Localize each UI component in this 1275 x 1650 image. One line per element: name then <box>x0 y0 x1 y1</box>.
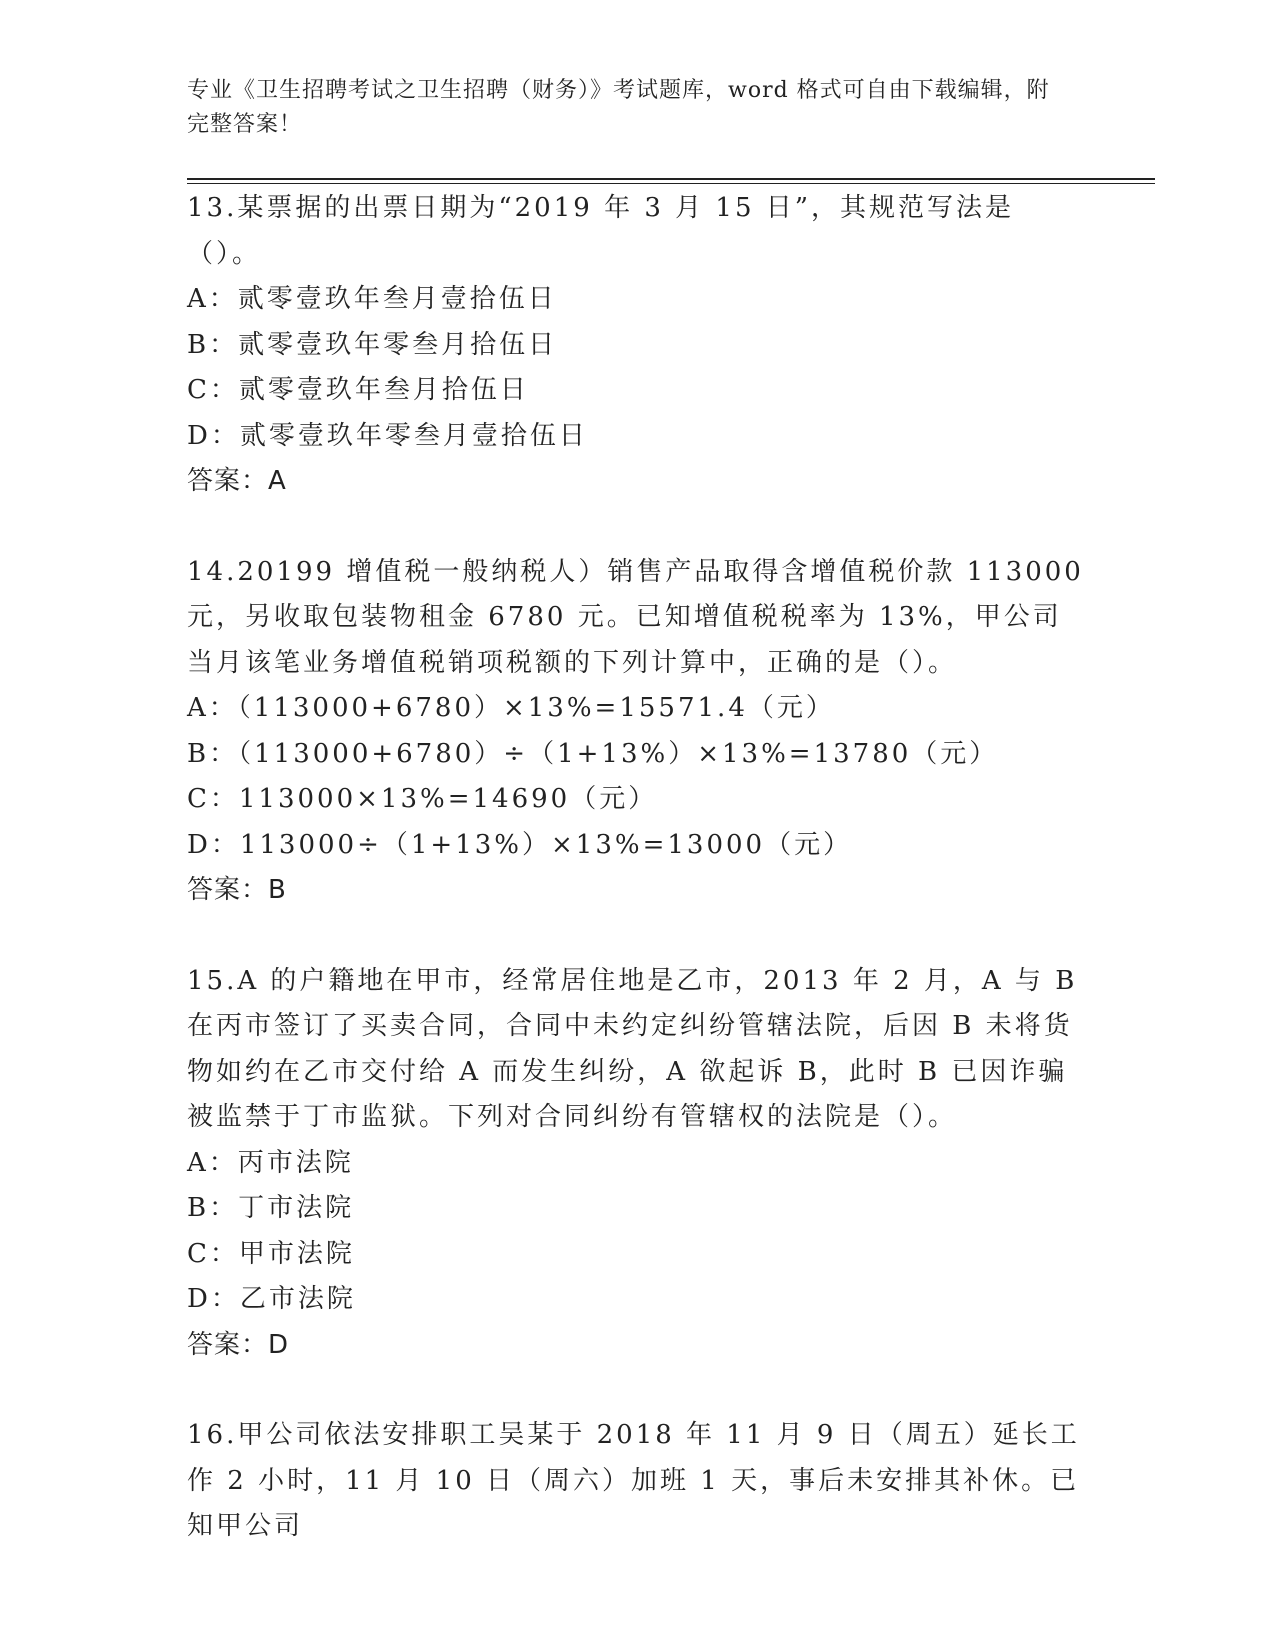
option-c: C：甲市法院 <box>187 1238 355 1269</box>
option-c: C：贰零壹玖年叁月拾伍日 <box>187 375 529 405</box>
answer-line: 答案：A <box>187 466 287 496</box>
option-c: C：113000×13%=14690（元） <box>187 784 658 814</box>
document-header: 专业《卫生招聘考试之卫生招聘（财务）》考试题库，word 格式可自由下载编辑，附完整答案！ <box>187 78 1050 137</box>
question-14 <box>187 550 1096 914</box>
question-15 <box>187 959 1087 1369</box>
option-a: A：贰零壹玖年叁月壹拾伍日 <box>187 284 557 314</box>
question-13 <box>187 186 1087 505</box>
option-a: A：丙市法院 <box>187 1147 354 1178</box>
header-divider-thick <box>187 178 1155 180</box>
answer-line: 答案：D <box>187 1329 290 1360</box>
question-16 <box>187 1413 1087 1550</box>
question-stem: 15.A 的户籍地在甲市，经常居住地是乙市，2013 年 2 月，A 与 B 在丙市签订了买卖合同，合同中未约定纠纷管辖法院，后因 B 未将货物如约在乙市交付给 A 而发生纠纷，A 欲起诉 B，此时 B 已因诈骗被监禁于丁市监狱。下列对合同纠纷有管辖权的法院是（）。 <box>187 965 1089 1132</box>
question-stem: 13.某票据的出票日期为“2019 年 3 月 15 日”，其规范写法是（）。 <box>187 193 1015 269</box>
option-b: B：丁市法院 <box>187 1193 355 1223</box>
option-d: D：113000÷（1+13%）×13%=13000（元） <box>187 829 853 860</box>
option-d: D：乙市法院 <box>187 1284 356 1314</box>
question-stem: 14.20199 增值税一般纳税人）销售产品取得含增值税价款 113000 元，另收取包装物租金 6780 元。已知增值税税率为 13%，甲公司当月该笔业务增值税销项税额的下列计算中，正确的是（）。 <box>187 556 1096 678</box>
option-d: D：贰零壹玖年零叁月壹拾伍日 <box>187 420 588 451</box>
answer-line: 答案：B <box>187 875 287 905</box>
option-a: A：（113000+6780）×13%=15571.4（元） <box>187 693 835 723</box>
question-stem: 16.甲公司依法安排职工吴某于 2018 年 11 月 9 日（周五）延长工作 2 小时，11 月 10 日（周六）加班 1 天，事后未安排其补休。已知甲公司 <box>187 1420 1080 1541</box>
option-b: B：（113000+6780）÷（1+13%）×13%=13780（元） <box>187 738 999 769</box>
header-divider-thin <box>187 183 1155 184</box>
option-b: B：贰零壹玖年零叁月拾伍日 <box>187 329 558 360</box>
question-list <box>187 186 1096 1595</box>
